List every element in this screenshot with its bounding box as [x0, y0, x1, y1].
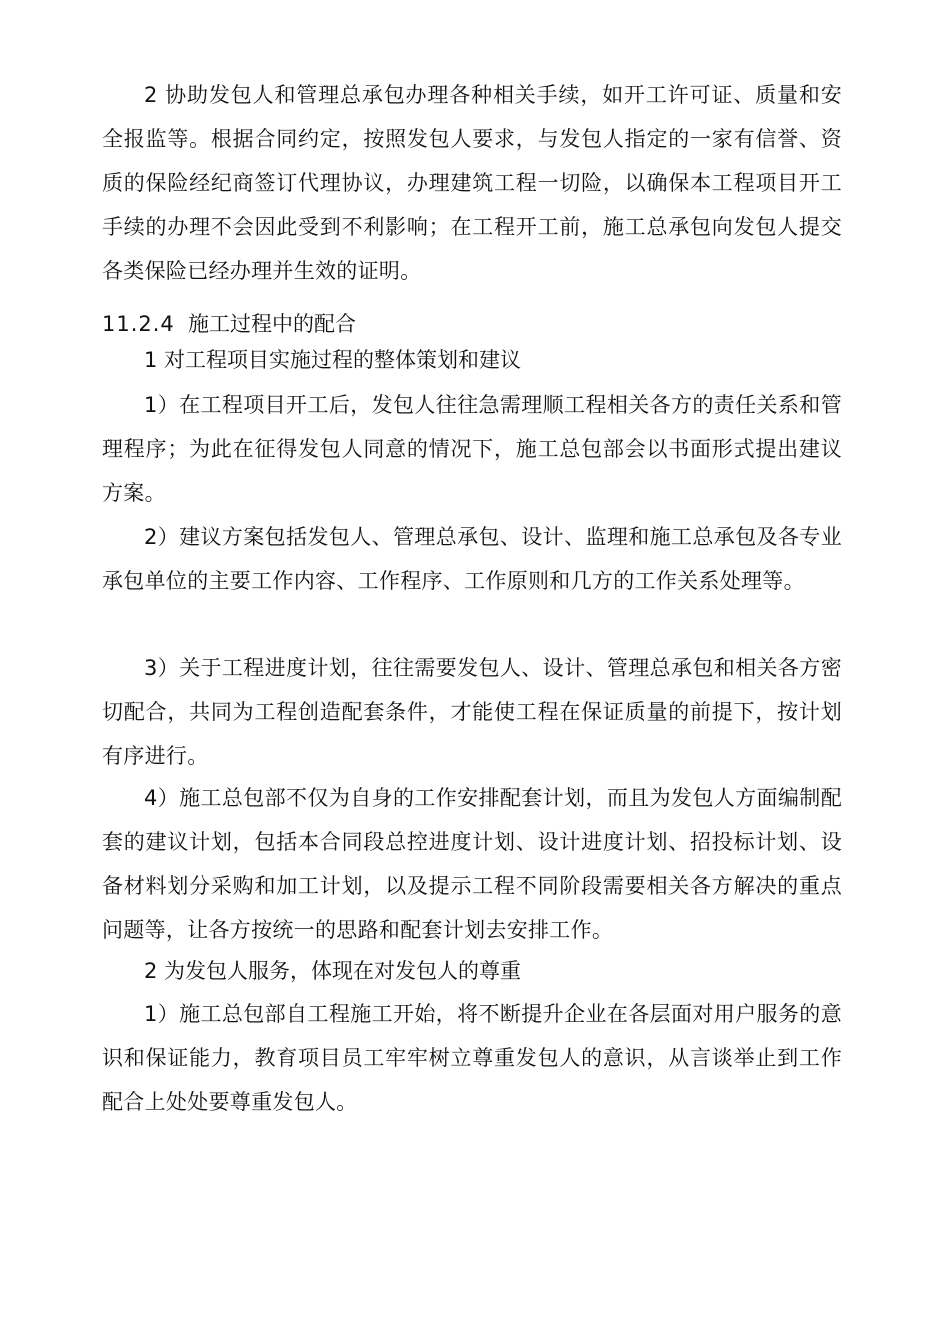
- item-1-point-3: 3）关于工程进度计划，往往需要发包人、设计、管理总承包和相关各方密切配合，共同为工程创造配套条件，才能使工程在保证质量的前提下，按计划有序进行。: [102, 656, 842, 768]
- item-2-heading: 2 为发包人服务，体现在对发包人的尊重: [144, 959, 522, 983]
- section-number: 11.2.4: [102, 312, 175, 336]
- item-2-point-1: 1）施工总包部自工程施工开始，将不断提升企业在各层面对用户服务的意识和保证能力，教育项目员工牢牢树立尊重发包人的意识，从言谈举止到工作配合上处处要尊重发包人。: [102, 1002, 842, 1114]
- item-1-heading: 1 对工程项目实施过程的整体策划和建议: [144, 348, 522, 372]
- item-1-point-1: 1）在工程项目开工后，发包人往往急需理顺工程相关各方的责任关系和管理程序；为此在征得发包人同意的情况下，施工总包部会以书面形式提出建议方案。: [102, 393, 842, 505]
- section-title: 施工过程中的配合: [188, 312, 356, 336]
- item-1-point-4: 4）施工总包部不仅为自身的工作安排配套计划，而且为发包人方面编制配套的建议计划，包括本合同段总控进度计划、设计进度计划、招投标计划、设备材料划分采购和加工计划，以及提示工程不同阶段需要相关各方解决的重点问题等，让各方按统一的思路和配套计划去安排工作。: [102, 786, 842, 942]
- item-1-point-2: 2）建议方案包括发包人、管理总承包、设计、监理和施工总承包及各专业承包单位的主要工作内容、工作程序、工作原则和几方的工作关系处理等。: [102, 525, 842, 593]
- paragraph-insurance-procedures: 2 协助发包人和管理总承包办理各种相关手续，如开工许可证、质量和安全报监等。根据合同约定，按照发包人要求，与发包人指定的一家有信誉、资质的保险经纪商签订代理协议，办理建筑工程一切险，以确保本工程项目开工手续的办理不会因此受到不利影响；在工程开工前，施工总承包向发包人提交各类保险已经办理并生效的证明。: [102, 83, 842, 283]
